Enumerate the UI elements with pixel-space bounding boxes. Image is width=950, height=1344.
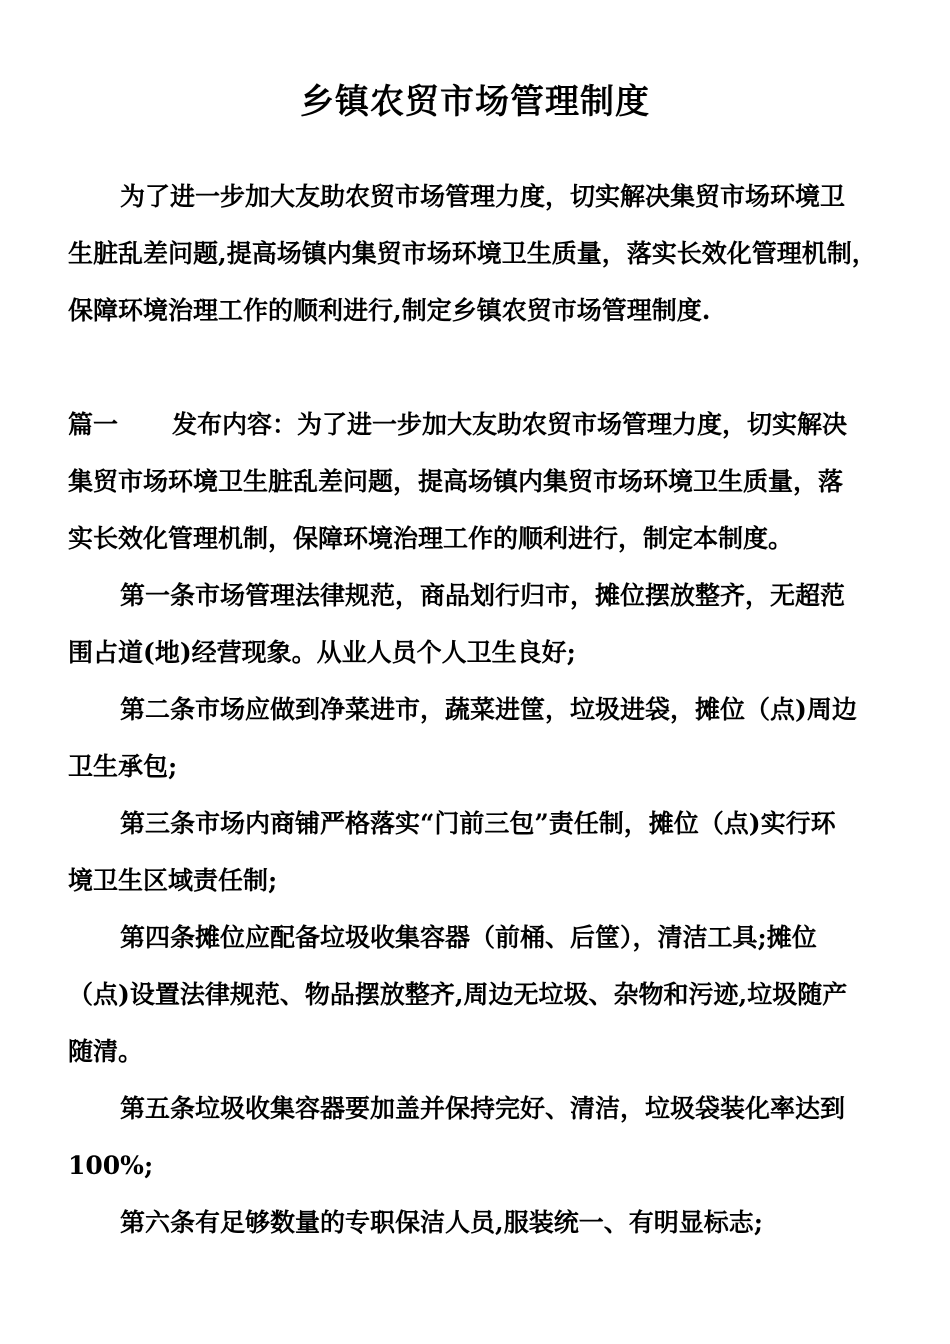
article-line: 第二条市场应做到净菜进市，蔬菜进筐，垃圾进袋，摊位（点)周边 — [120, 695, 857, 724]
article-line: 第三条市场内商铺严格落实“门前三包”责任制，摊位（点)实行环 — [120, 809, 836, 838]
intro-line: 生脏乱差问题,提高场镇内集贸市场环境卫生质量，落实长效化管理机制， — [68, 239, 877, 268]
article-2 — [68, 681, 883, 795]
article-4 — [68, 909, 883, 1080]
article-1 — [68, 567, 883, 681]
article-line: （点)设置法律规范、物品摆放整齐,周边无垃圾、杂物和污迹,垃圾随产 — [68, 980, 848, 1009]
part-one-line: 实长效化管理机制，保障环境治理工作的顺利进行，制定本制度。 — [68, 524, 794, 553]
part-one-first-line — [68, 396, 883, 453]
article-line: 卫生承包; — [68, 752, 178, 781]
article-line: 100%; — [68, 1151, 154, 1180]
intro-line: 保障环境治理工作的顺利进行,制定乡镇农贸市场管理制度. — [68, 296, 711, 325]
intro-line: 为了进一步加大友助农贸市场管理力度，切实解决集贸市场环境卫 — [120, 182, 846, 211]
article-line: 境卫生区域责任制; — [68, 866, 278, 895]
article-line: 第一条市场管理法律规范，商品划行归市，摊位摆放整齐，无超范 — [120, 581, 846, 610]
part-one-label: 篇一 — [68, 410, 119, 439]
article-3 — [68, 795, 883, 909]
part-one-paragraph — [68, 396, 883, 567]
intro-paragraph — [68, 168, 883, 339]
article-5 — [68, 1080, 883, 1194]
part-one-line: 发布内容：为了进一步加大友助农贸市场管理力度，切实解决 — [172, 410, 848, 439]
part-one-line: 集贸市场环境卫生脏乱差问题，提高场镇内集贸市场环境卫生质量，落 — [68, 467, 844, 496]
article-6 — [68, 1194, 883, 1251]
article-line: 随清。 — [68, 1037, 144, 1066]
article-line: 围占道(地)经营现象。从业人员个人卫生良好; — [68, 638, 576, 667]
article-line: 第六条有足够数量的专职保洁人员,服装统一、有明显标志; — [120, 1208, 763, 1237]
article-line: 第五条垃圾收集容器要加盖并保持完好、清洁，垃圾袋装化率达到 — [120, 1094, 846, 1123]
document-title: 乡镇农贸市场管理制度 — [300, 82, 650, 122]
article-line: 第四条摊位应配备垃圾收集容器（前桶、后筐），清洁工具;摊位 — [120, 923, 817, 952]
